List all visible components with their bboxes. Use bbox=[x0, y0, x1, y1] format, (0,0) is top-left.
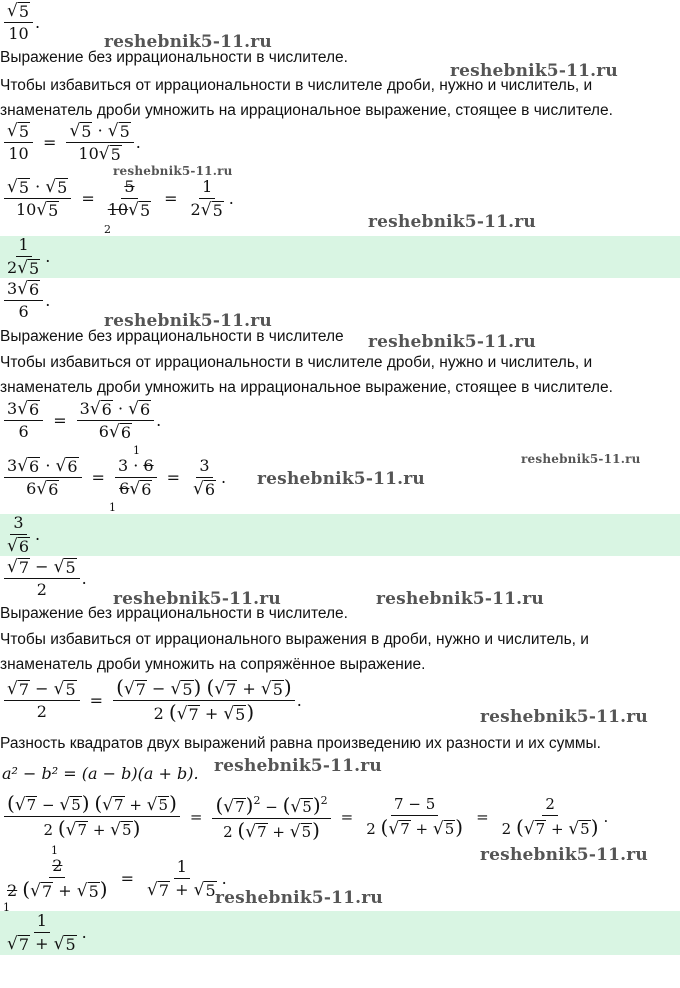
watermark: reshebnik5-11.ru bbox=[104, 32, 272, 52]
cancel-note-2: 2 bbox=[104, 223, 111, 236]
text-explain-3a: Чтобы избавиться от иррационального выражения в дроби, нужно и числитель, и bbox=[0, 631, 589, 648]
answer-band-3 bbox=[0, 911, 680, 955]
text-explain-3b: знаменатель дроби умножить на сопряжённое выражение. bbox=[0, 656, 426, 673]
watermark: reshebnik5-11.ru bbox=[215, 888, 383, 908]
answer3: 1 √ 7 + √ 5 . bbox=[7, 911, 87, 954]
watermark: reshebnik5-11.ru bbox=[257, 469, 425, 489]
text-explain-1b: знаменатель дроби умножить на иррациональное выражение, стоящее в числителе. bbox=[0, 102, 613, 119]
step7-equation: 2 2 ( √ 7 + √ 5 ) = 1 √ 7 + √ 5 . bbox=[7, 856, 227, 901]
text-explain-2b: знаменатель дроби умножить на иррациональное выражение, стоящее в числителе. bbox=[0, 379, 613, 396]
task3-fraction: √ 7 − √ 5 2 . bbox=[2, 556, 87, 601]
cancel-note-1: 1 bbox=[133, 444, 140, 457]
watermark: reshebnik5-11.ru bbox=[450, 61, 618, 81]
step1-equation: √ 5 10 = √ 5 · √ 5 10 √ 5 . bbox=[2, 120, 141, 165]
text-difference-of-squares: Разность квадратов двух выражений равна произведению их разности и их суммы. bbox=[0, 735, 601, 752]
text-explain-2a: Чтобы избавиться от иррациональности в числителе дроби, нужно и числитель, и bbox=[0, 354, 593, 371]
text-no-irrationality-2: Выражение без иррациональности в числителе bbox=[0, 328, 344, 345]
answer2: 3 √ 6 . bbox=[7, 513, 41, 556]
watermark-small: reshebnik5-11.ru bbox=[113, 164, 233, 178]
step2-equation: √ 5 · √ 5 10 √ 5 = 5 10 √ 5 = 1 2 √ 5 . bbox=[2, 176, 234, 221]
text-explain-1a: Чтобы избавиться от иррациональности в числителе дроби, нужно и числитель, и bbox=[0, 77, 593, 94]
identity-formula: a² − b² = (a − b)(a + b). bbox=[2, 764, 199, 783]
step4-equation: 3 √ 6 · √ 6 6 √ 6 = 3 · 6 6 √ 6 = 3 √ 6 . bbox=[2, 455, 226, 500]
watermark: reshebnik5-11.ru bbox=[480, 845, 648, 865]
task1-fraction: √ 5 10 . bbox=[2, 0, 40, 45]
watermark-small: reshebnik5-11.ru bbox=[521, 452, 641, 466]
step5-equation: √ 7 − √ 5 2 = ( √ 7 − √ 5 ) ( √ 7 + √ 5 ) 2 ( √ 7 + √ 5 ) . bbox=[2, 676, 302, 725]
answer1: 1 2 √ 5 . bbox=[7, 235, 51, 278]
text-no-irrationality-3: Выражение без иррациональности в числителе. bbox=[0, 605, 348, 622]
watermark: reshebnik5-11.ru bbox=[376, 589, 544, 609]
watermark: reshebnik5-11.ru bbox=[113, 589, 281, 609]
text-no-irrationality-1: Выражение без иррациональности в числителе. bbox=[0, 49, 348, 66]
task2-fraction: 3 √ 6 6 . bbox=[2, 278, 50, 323]
cancel-note-1d: 1 bbox=[3, 901, 10, 914]
watermark: reshebnik5-11.ru bbox=[368, 332, 536, 352]
answer-band-1 bbox=[0, 236, 680, 278]
watermark: reshebnik5-11.ru bbox=[480, 707, 648, 727]
cancel-note-1c: 1 bbox=[51, 844, 58, 857]
answer-band-2 bbox=[0, 514, 680, 556]
watermark: reshebnik5-11.ru bbox=[368, 212, 536, 232]
step6-equation: ( √ 7 − √ 5 ) ( √ 7 + √ 5 ) 2 ( √ 7 + √ 5 ) = ( √ 7 )$^2$ − ( √ 5 )$^2$ 2 ( √ 7 + √ 5 ) = 7 − 5 2 ( √ 7 + √ 5 ) = 2 2 ( √ 7 + √ 5 ) . bbox=[2, 790, 608, 843]
watermark: reshebnik5-11.ru bbox=[104, 311, 272, 331]
cancel-note-1b: 1 bbox=[109, 501, 116, 514]
watermark: reshebnik5-11.ru bbox=[214, 756, 382, 776]
step3-equation: 3 √ 6 6 = 3 √ 6 · √ 6 6 √ 6 . bbox=[2, 398, 161, 443]
